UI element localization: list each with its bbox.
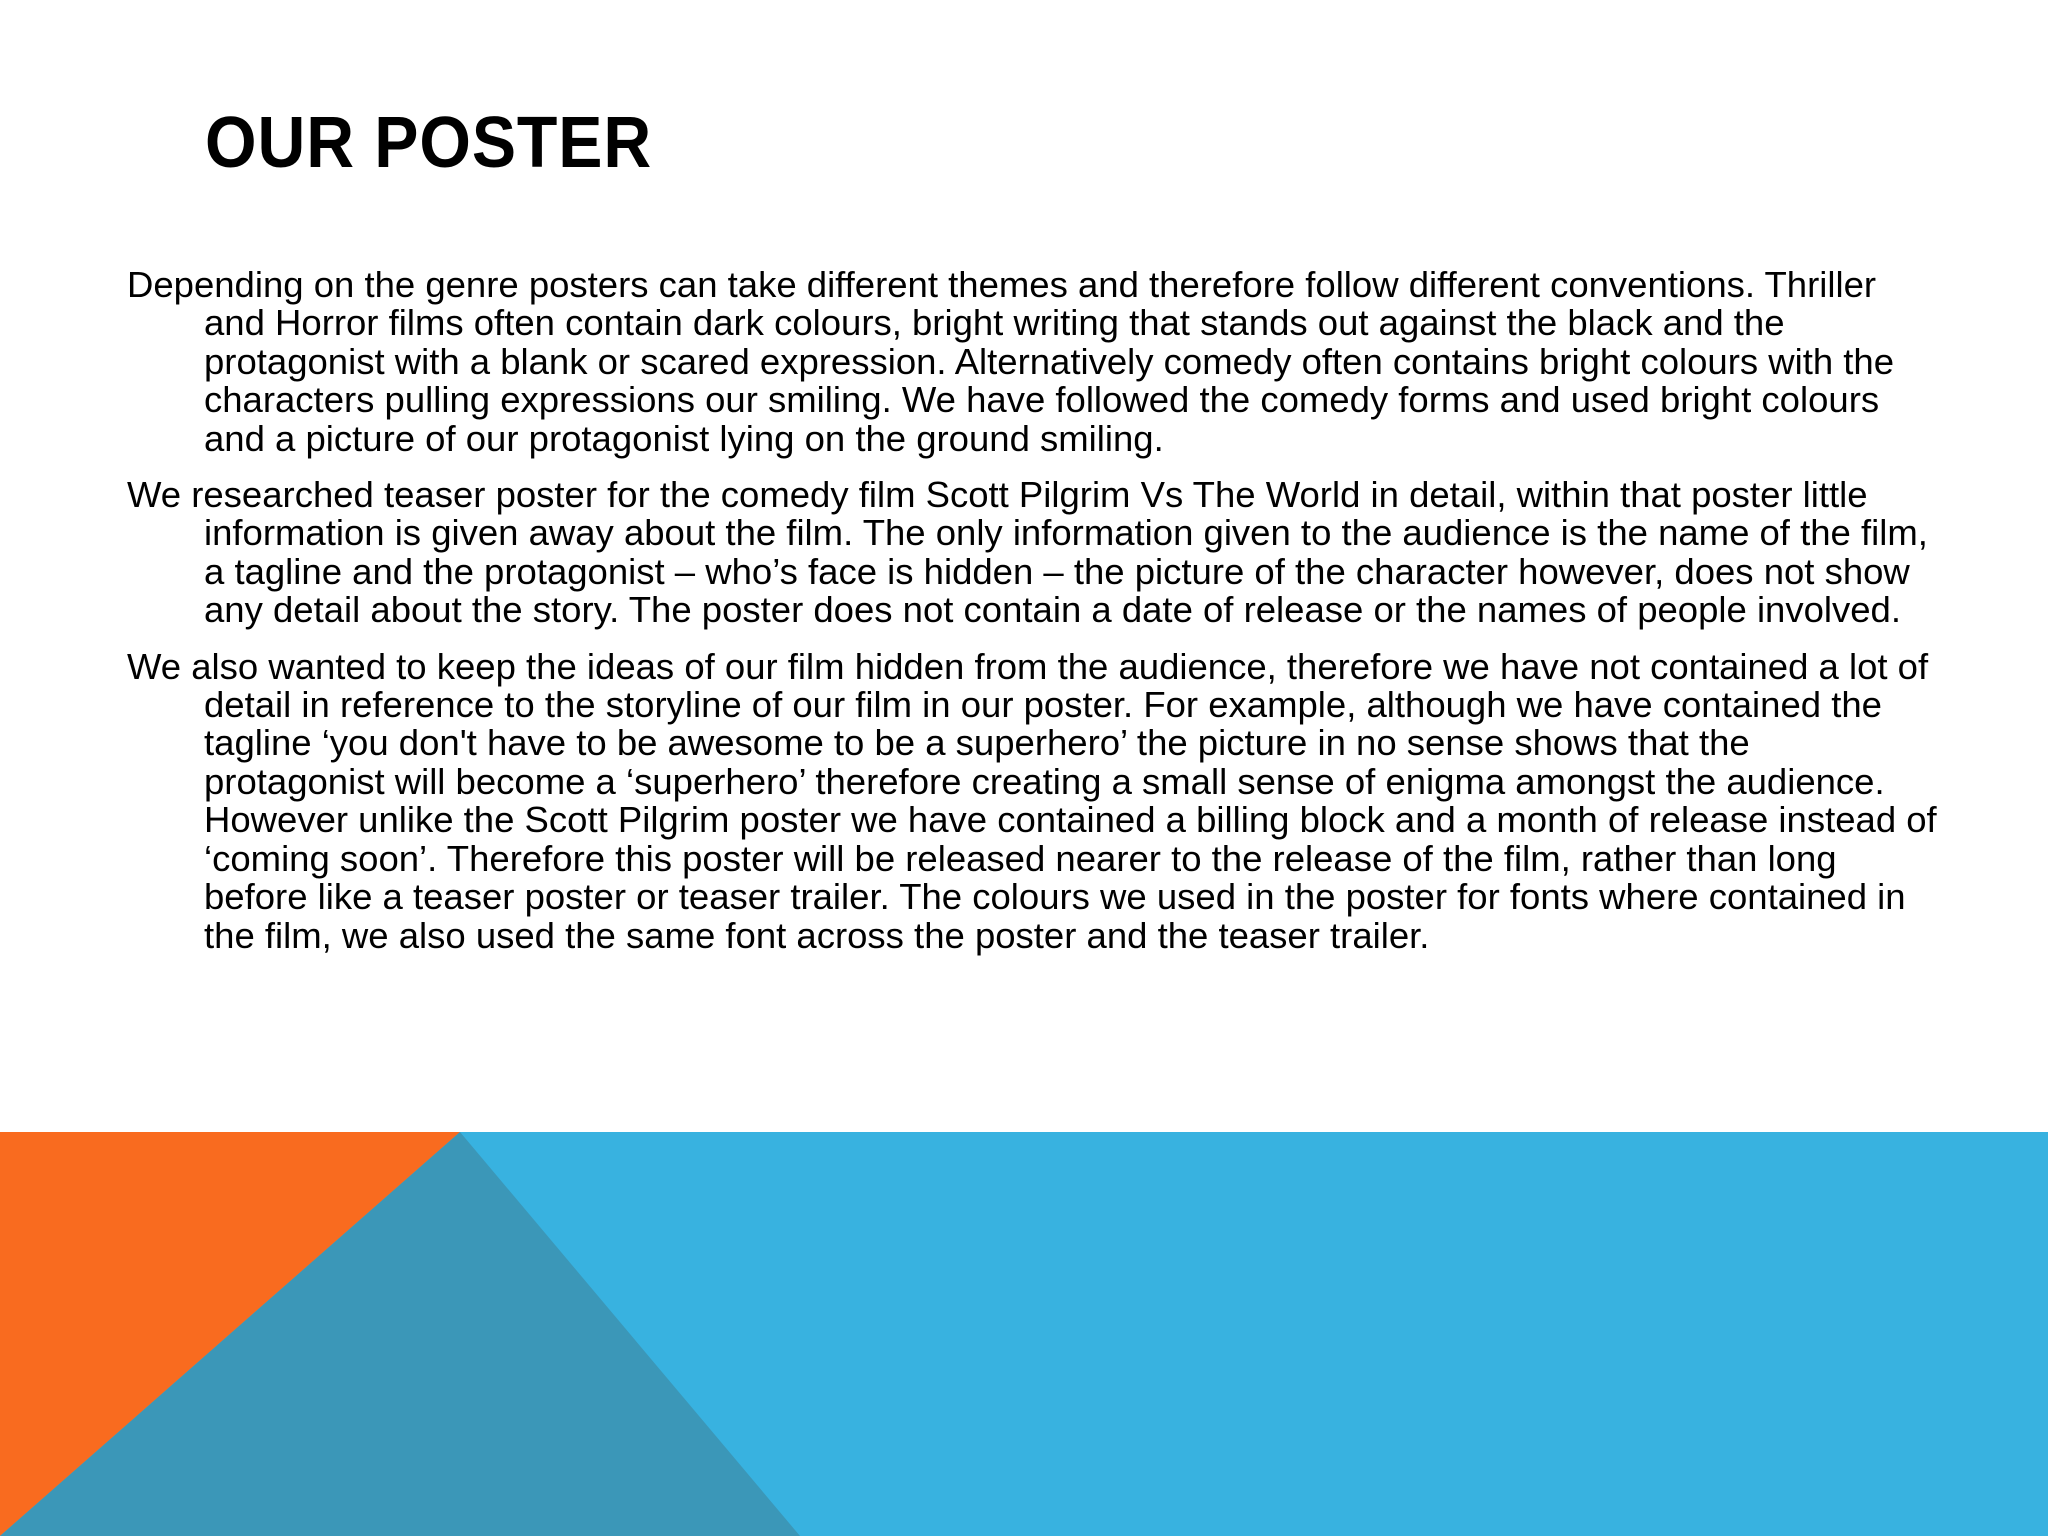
body-paragraph-research: We researched teaser poster for the comedy film Scott Pilgrim Vs The World in detail, within that poster little information is given away about the film. The only information given to the audience is the name of the film, a tagline and the protagonist – who’s face is hidden – the picture of the character however, does not show any detail about the story. The poster does not contain a date of release or the names of people involved. [127, 474, 1928, 631]
body-paragraph-our-poster: We also wanted to keep the ideas of our film hidden from the audience, therefore we have not contained a lot of detail in reference to the storyline of our film in our poster. For example, although we have contained the tagline ‘you don't have to be awesome to be a superhero’ the picture in no sense shows that the protagonist will become a ‘superhero’ therefore creating a small sense of enigma amongst the audience. However unlike the Scott Pilgrim poster we have contained a billing block and a month of release instead of ‘coming soon’. Therefore this poster will be released nearer to the release of the film, rather than long before like a teaser poster or teaser trailer. The colours we used in the poster for fonts where contained in the film, we also used the same font across the poster and the teaser trailer. [127, 645, 1937, 956]
slide-title: OUR POSTER [205, 103, 653, 183]
decorative-footer-band [0, 1132, 2048, 1536]
slide-body [127, 266, 1937, 973]
body-paragraph-genre: Depending on the genre posters can take different themes and therefore follow different conventions. Thriller and Horror films often contain dark colours, bright writing that stands out against the black and the protagonist with a blank or scared expression. Alternatively comedy often contains bright colours with the characters pulling expressions our smiling. We have followed the comedy forms and used bright colours and a picture of our protagonist lying on the ground smiling. [127, 264, 1895, 459]
footer-shapes [0, 1132, 2048, 1536]
